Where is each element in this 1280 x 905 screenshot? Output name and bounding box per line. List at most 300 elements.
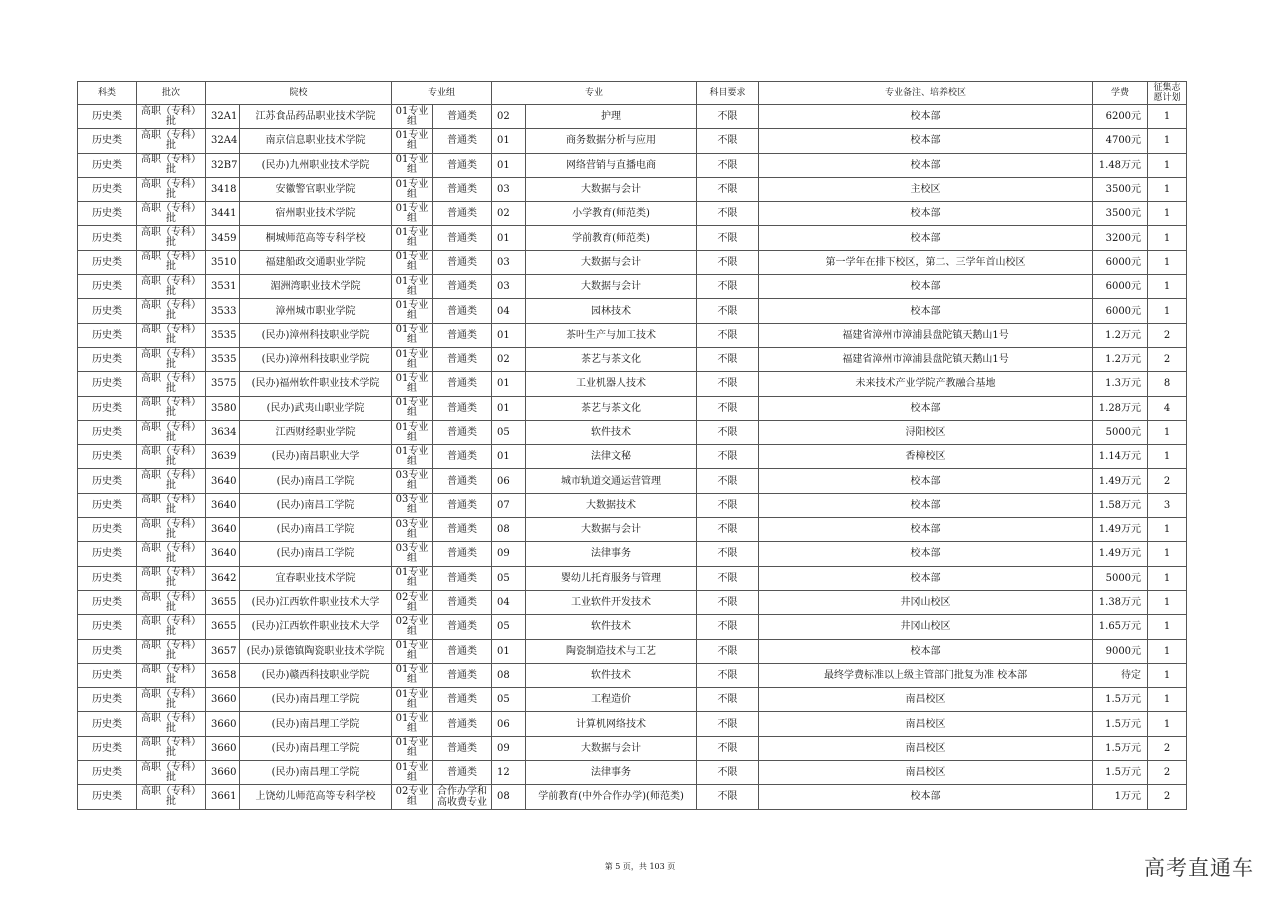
table-body	[78, 105, 1187, 810]
cell-subject: 历史类	[78, 469, 137, 493]
cell-college-code: 3634	[206, 420, 240, 444]
cell-college-name: 南京信息职业技术学院	[240, 129, 392, 153]
cell-plan: 1	[1148, 153, 1187, 177]
cell-major-name: 网络营销与直播电商	[526, 153, 697, 177]
cell-college-name: 宜春职业技术学院	[240, 566, 392, 590]
cell-batch: 高职（专科）批	[137, 785, 206, 809]
cell-subject-requirement: 不限	[697, 518, 759, 542]
cell-note-campus: 校本部	[759, 153, 1093, 177]
table-row	[78, 372, 1187, 396]
cell-fee: 6000元	[1093, 275, 1148, 299]
cell-note-campus: 校本部	[759, 129, 1093, 153]
cell-fee: 3500元	[1093, 177, 1148, 201]
header-row	[78, 82, 1187, 105]
header-batch: 批次	[137, 82, 206, 105]
cell-batch: 高职（专科）批	[137, 469, 206, 493]
cell-major-name: 学前教育(中外合作办学)(师范类)	[526, 785, 697, 809]
cell-college-code: 3657	[206, 639, 240, 663]
cell-major-name: 软件技术	[526, 663, 697, 687]
cell-subject-requirement: 不限	[697, 542, 759, 566]
cell-college-name: (民办)福州软件职业技术学院	[240, 372, 392, 396]
cell-major-code: 04	[492, 590, 526, 614]
cell-college-code: 3640	[206, 493, 240, 517]
cell-fee: 1.5万元	[1093, 761, 1148, 785]
table-row	[78, 129, 1187, 153]
cell-category: 普通类	[433, 761, 492, 785]
cell-major-code: 09	[492, 542, 526, 566]
cell-subject-requirement: 不限	[697, 712, 759, 736]
cell-subject: 历史类	[78, 299, 137, 323]
cell-subject-requirement: 不限	[697, 396, 759, 420]
cell-subject: 历史类	[78, 785, 137, 809]
cell-college-name: 江西财经职业学院	[240, 420, 392, 444]
cell-category: 普通类	[433, 639, 492, 663]
cell-batch: 高职（专科）批	[137, 250, 206, 274]
cell-note-campus: 井冈山校区	[759, 615, 1093, 639]
cell-note-campus: 校本部	[759, 299, 1093, 323]
cell-subject-requirement: 不限	[697, 785, 759, 809]
cell-plan: 2	[1148, 736, 1187, 760]
cell-major-name: 工程造价	[526, 688, 697, 712]
cell-group: 01专业组	[392, 226, 433, 250]
cell-plan: 1	[1148, 590, 1187, 614]
cell-batch: 高职（专科）批	[137, 639, 206, 663]
cell-batch: 高职（专科）批	[137, 129, 206, 153]
cell-plan: 8	[1148, 372, 1187, 396]
cell-note-campus: 校本部	[759, 226, 1093, 250]
cell-group: 01专业组	[392, 566, 433, 590]
cell-group: 01专业组	[392, 688, 433, 712]
cell-major-code: 05	[492, 615, 526, 639]
cell-group: 01专业组	[392, 736, 433, 760]
cell-college-code: 32A1	[206, 105, 240, 129]
cell-college-name: 江苏食品药品职业技术学院	[240, 105, 392, 129]
cell-college-code: 32B7	[206, 153, 240, 177]
cell-note-campus: 南昌校区	[759, 712, 1093, 736]
table-row	[78, 736, 1187, 760]
cell-group: 02专业组	[392, 590, 433, 614]
cell-subject-requirement: 不限	[697, 469, 759, 493]
cell-college-name: 宿州职业技术学院	[240, 202, 392, 226]
table-row	[78, 202, 1187, 226]
cell-subject: 历史类	[78, 688, 137, 712]
cell-major-name: 学前教育(师范类)	[526, 226, 697, 250]
cell-category: 普通类	[433, 420, 492, 444]
cell-category: 合作办学和高收费专业	[433, 785, 492, 809]
cell-college-code: 3660	[206, 712, 240, 736]
cell-group: 02专业组	[392, 615, 433, 639]
cell-subject-requirement: 不限	[697, 129, 759, 153]
cell-major-code: 01	[492, 445, 526, 469]
cell-major-code: 01	[492, 226, 526, 250]
cell-group: 01专业组	[392, 177, 433, 201]
cell-plan: 1	[1148, 518, 1187, 542]
cell-group: 01专业组	[392, 445, 433, 469]
table-row	[78, 785, 1187, 809]
cell-note-campus: 福建省漳州市漳浦县盘陀镇天鹅山1号	[759, 323, 1093, 347]
cell-college-name: (民办)南昌理工学院	[240, 712, 392, 736]
cell-batch: 高职（专科）批	[137, 396, 206, 420]
cell-category: 普通类	[433, 542, 492, 566]
cell-college-name: (民办)武夷山职业学院	[240, 396, 392, 420]
cell-group: 03专业组	[392, 542, 433, 566]
cell-major-code: 01	[492, 639, 526, 663]
cell-major-code: 05	[492, 688, 526, 712]
cell-plan: 1	[1148, 688, 1187, 712]
cell-batch: 高职（专科）批	[137, 275, 206, 299]
cell-college-name: (民办)南昌职业大学	[240, 445, 392, 469]
cell-category: 普通类	[433, 105, 492, 129]
cell-college-code: 3655	[206, 590, 240, 614]
cell-fee: 待定	[1093, 663, 1148, 687]
cell-major-name: 软件技术	[526, 615, 697, 639]
cell-note-campus: 校本部	[759, 493, 1093, 517]
cell-plan: 2	[1148, 785, 1187, 809]
cell-subject-requirement: 不限	[697, 323, 759, 347]
cell-major-code: 04	[492, 299, 526, 323]
cell-note-campus: 校本部	[759, 785, 1093, 809]
table-row	[78, 469, 1187, 493]
cell-group: 01专业组	[392, 250, 433, 274]
cell-category: 普通类	[433, 250, 492, 274]
cell-plan: 1	[1148, 299, 1187, 323]
cell-subject-requirement: 不限	[697, 639, 759, 663]
cell-plan: 1	[1148, 420, 1187, 444]
cell-plan: 1	[1148, 226, 1187, 250]
table-row	[78, 590, 1187, 614]
cell-category: 普通类	[433, 153, 492, 177]
cell-subject-requirement: 不限	[697, 688, 759, 712]
cell-note-campus: 校本部	[759, 396, 1093, 420]
cell-plan: 1	[1148, 202, 1187, 226]
cell-subject: 历史类	[78, 663, 137, 687]
cell-subject-requirement: 不限	[697, 299, 759, 323]
cell-plan: 2	[1148, 469, 1187, 493]
cell-subject-requirement: 不限	[697, 153, 759, 177]
cell-major-name: 茶艺与茶文化	[526, 347, 697, 371]
cell-major-code: 02	[492, 347, 526, 371]
cell-batch: 高职（专科）批	[137, 347, 206, 371]
cell-major-code: 01	[492, 129, 526, 153]
cell-college-name: (民办)南昌理工学院	[240, 688, 392, 712]
cell-plan: 1	[1148, 177, 1187, 201]
cell-category: 普通类	[433, 226, 492, 250]
cell-note-campus: 南昌校区	[759, 736, 1093, 760]
cell-category: 普通类	[433, 202, 492, 226]
cell-major-code: 05	[492, 566, 526, 590]
table-row	[78, 396, 1187, 420]
cell-college-code: 3640	[206, 542, 240, 566]
cell-group: 03专业组	[392, 518, 433, 542]
cell-fee: 9000元	[1093, 639, 1148, 663]
cell-note-campus: 福建省漳州市漳浦县盘陀镇天鹅山1号	[759, 347, 1093, 371]
cell-major-name: 大数据与会计	[526, 518, 697, 542]
cell-plan: 1	[1148, 250, 1187, 274]
header-group: 专业组	[392, 82, 492, 105]
cell-batch: 高职（专科）批	[137, 105, 206, 129]
table-row	[78, 347, 1187, 371]
cell-major-name: 大数据与会计	[526, 736, 697, 760]
cell-subject: 历史类	[78, 542, 137, 566]
cell-major-name: 婴幼儿托育服务与管理	[526, 566, 697, 590]
cell-plan: 1	[1148, 615, 1187, 639]
cell-major-name: 商务数据分析与应用	[526, 129, 697, 153]
cell-plan: 2	[1148, 323, 1187, 347]
cell-plan: 1	[1148, 639, 1187, 663]
cell-batch: 高职（专科）批	[137, 445, 206, 469]
cell-fee: 6200元	[1093, 105, 1148, 129]
cell-college-code: 3535	[206, 323, 240, 347]
cell-subject: 历史类	[78, 761, 137, 785]
cell-note-campus: 校本部	[759, 469, 1093, 493]
cell-plan: 3	[1148, 493, 1187, 517]
cell-college-name: (民办)江西软件职业技术大学	[240, 590, 392, 614]
cell-major-name: 大数据与会计	[526, 250, 697, 274]
cell-subject-requirement: 不限	[697, 250, 759, 274]
cell-category: 普通类	[433, 615, 492, 639]
cell-category: 普通类	[433, 347, 492, 371]
cell-fee: 3500元	[1093, 202, 1148, 226]
cell-subject-requirement: 不限	[697, 615, 759, 639]
cell-major-name: 大数据与会计	[526, 275, 697, 299]
cell-major-name: 大数据技术	[526, 493, 697, 517]
cell-major-name: 茶叶生产与加工技术	[526, 323, 697, 347]
cell-major-code: 01	[492, 323, 526, 347]
cell-subject-requirement: 不限	[697, 372, 759, 396]
cell-category: 普通类	[433, 566, 492, 590]
table-row	[78, 493, 1187, 517]
cell-category: 普通类	[433, 590, 492, 614]
cell-category: 普通类	[433, 396, 492, 420]
cell-batch: 高职（专科）批	[137, 226, 206, 250]
cell-college-code: 3441	[206, 202, 240, 226]
cell-major-name: 法律事务	[526, 761, 697, 785]
cell-batch: 高职（专科）批	[137, 323, 206, 347]
cell-subject: 历史类	[78, 639, 137, 663]
cell-college-name: (民办)南昌理工学院	[240, 736, 392, 760]
cell-category: 普通类	[433, 663, 492, 687]
cell-batch: 高职（专科）批	[137, 663, 206, 687]
cell-batch: 高职（专科）批	[137, 518, 206, 542]
cell-fee: 1.58万元	[1093, 493, 1148, 517]
table-row	[78, 105, 1187, 129]
cell-batch: 高职（专科）批	[137, 153, 206, 177]
cell-subject-requirement: 不限	[697, 275, 759, 299]
cell-major-code: 08	[492, 518, 526, 542]
cell-major-code: 09	[492, 736, 526, 760]
cell-category: 普通类	[433, 518, 492, 542]
cell-category: 普通类	[433, 445, 492, 469]
cell-note-campus: 校本部	[759, 105, 1093, 129]
cell-subject: 历史类	[78, 445, 137, 469]
cell-college-name: (民办)漳州科技职业学院	[240, 323, 392, 347]
table-row	[78, 323, 1187, 347]
cell-subject-requirement: 不限	[697, 663, 759, 687]
cell-plan: 1	[1148, 105, 1187, 129]
cell-major-name: 法律事务	[526, 542, 697, 566]
cell-group: 02专业组	[392, 785, 433, 809]
cell-fee: 5000元	[1093, 420, 1148, 444]
cell-group: 01专业组	[392, 323, 433, 347]
cell-major-name: 园林技术	[526, 299, 697, 323]
admission-plan-table	[77, 81, 1187, 810]
cell-subject-requirement: 不限	[697, 420, 759, 444]
cell-major-code: 03	[492, 275, 526, 299]
cell-subject-requirement: 不限	[697, 105, 759, 129]
cell-college-name: 福建船政交通职业学院	[240, 250, 392, 274]
cell-plan: 1	[1148, 445, 1187, 469]
cell-fee: 1.48万元	[1093, 153, 1148, 177]
cell-batch: 高职（专科）批	[137, 615, 206, 639]
table-row	[78, 250, 1187, 274]
header-college: 院校	[206, 82, 392, 105]
cell-major-name: 计算机网络技术	[526, 712, 697, 736]
cell-category: 普通类	[433, 299, 492, 323]
cell-subject-requirement: 不限	[697, 445, 759, 469]
cell-major-name: 陶瓷制造技术与工艺	[526, 639, 697, 663]
cell-college-code: 3660	[206, 688, 240, 712]
cell-subject-requirement: 不限	[697, 177, 759, 201]
cell-subject: 历史类	[78, 105, 137, 129]
cell-fee: 1.49万元	[1093, 518, 1148, 542]
cell-fee: 1.38万元	[1093, 590, 1148, 614]
cell-subject: 历史类	[78, 736, 137, 760]
cell-plan: 1	[1148, 712, 1187, 736]
cell-major-code: 05	[492, 420, 526, 444]
cell-major-name: 护理	[526, 105, 697, 129]
cell-major-code: 01	[492, 372, 526, 396]
cell-category: 普通类	[433, 712, 492, 736]
cell-subject: 历史类	[78, 396, 137, 420]
cell-subject: 历史类	[78, 177, 137, 201]
header-note-campus: 专业备注、培养校区	[759, 82, 1093, 105]
cell-college-name: 漳州城市职业学院	[240, 299, 392, 323]
cell-category: 普通类	[433, 688, 492, 712]
cell-subject-requirement: 不限	[697, 226, 759, 250]
cell-group: 01专业组	[392, 299, 433, 323]
cell-fee: 6000元	[1093, 299, 1148, 323]
cell-major-code: 01	[492, 396, 526, 420]
table-row	[78, 761, 1187, 785]
cell-group: 01专业组	[392, 153, 433, 177]
cell-college-code: 3535	[206, 347, 240, 371]
cell-category: 普通类	[433, 129, 492, 153]
cell-major-code: 12	[492, 761, 526, 785]
cell-college-name: (民办)南昌工学院	[240, 518, 392, 542]
table-row	[78, 688, 1187, 712]
cell-college-code: 3418	[206, 177, 240, 201]
cell-major-code: 08	[492, 785, 526, 809]
cell-group: 01专业组	[392, 372, 433, 396]
cell-college-name: (民办)赣西科技职业学院	[240, 663, 392, 687]
cell-plan: 1	[1148, 542, 1187, 566]
table-row	[78, 615, 1187, 639]
cell-note-campus: 浔阳校区	[759, 420, 1093, 444]
cell-batch: 高职（专科）批	[137, 177, 206, 201]
cell-subject-requirement: 不限	[697, 736, 759, 760]
cell-note-campus: 最终学费标准以上级主管部门批复为准 校本部	[759, 663, 1093, 687]
header-fee: 学费	[1093, 82, 1148, 105]
cell-subject: 历史类	[78, 372, 137, 396]
cell-group: 03专业组	[392, 493, 433, 517]
cell-major-code: 03	[492, 250, 526, 274]
cell-note-campus: 校本部	[759, 518, 1093, 542]
cell-fee: 5000元	[1093, 566, 1148, 590]
cell-plan: 2	[1148, 761, 1187, 785]
cell-subject-requirement: 不限	[697, 761, 759, 785]
cell-category: 普通类	[433, 177, 492, 201]
cell-group: 03专业组	[392, 469, 433, 493]
cell-group: 01专业组	[392, 712, 433, 736]
cell-batch: 高职（专科）批	[137, 590, 206, 614]
cell-college-name: (民办)九州职业技术学院	[240, 153, 392, 177]
cell-group: 01专业组	[392, 639, 433, 663]
cell-fee: 3200元	[1093, 226, 1148, 250]
cell-subject: 历史类	[78, 129, 137, 153]
cell-batch: 高职（专科）批	[137, 736, 206, 760]
cell-college-code: 3580	[206, 396, 240, 420]
cell-plan: 1	[1148, 129, 1187, 153]
cell-subject-requirement: 不限	[697, 566, 759, 590]
header-plan: 征集志愿计划	[1148, 82, 1187, 105]
cell-group: 01专业组	[392, 275, 433, 299]
cell-fee: 4700元	[1093, 129, 1148, 153]
cell-major-name: 小学教育(师范类)	[526, 202, 697, 226]
cell-major-code: 06	[492, 712, 526, 736]
cell-batch: 高职（专科）批	[137, 712, 206, 736]
cell-college-code: 3658	[206, 663, 240, 687]
cell-fee: 1.2万元	[1093, 323, 1148, 347]
cell-note-campus: 南昌校区	[759, 688, 1093, 712]
cell-note-campus: 未来技术产业学院产教融合基地	[759, 372, 1093, 396]
cell-college-name: (民办)南昌工学院	[240, 493, 392, 517]
cell-college-code: 3459	[206, 226, 240, 250]
table-row	[78, 663, 1187, 687]
cell-subject: 历史类	[78, 323, 137, 347]
cell-major-code: 02	[492, 105, 526, 129]
cell-college-code: 3531	[206, 275, 240, 299]
cell-note-campus: 南昌校区	[759, 761, 1093, 785]
cell-college-name: 安徽警官职业学院	[240, 177, 392, 201]
table-row	[78, 299, 1187, 323]
cell-college-name: (民办)景德镇陶瓷职业技术学院	[240, 639, 392, 663]
cell-fee: 1.49万元	[1093, 542, 1148, 566]
cell-fee: 1.5万元	[1093, 712, 1148, 736]
table-row	[78, 542, 1187, 566]
cell-college-code: 3639	[206, 445, 240, 469]
cell-fee: 1.65万元	[1093, 615, 1148, 639]
cell-college-code: 3510	[206, 250, 240, 274]
cell-batch: 高职（专科）批	[137, 202, 206, 226]
cell-major-name: 茶艺与茶文化	[526, 396, 697, 420]
cell-subject: 历史类	[78, 347, 137, 371]
cell-college-code: 3655	[206, 615, 240, 639]
cell-note-campus: 第一学年在排下校区，第二、三学年首山校区	[759, 250, 1093, 274]
watermark-text: 高考直通车	[1144, 856, 1254, 880]
cell-category: 普通类	[433, 372, 492, 396]
cell-college-name: (民办)南昌理工学院	[240, 761, 392, 785]
cell-note-campus: 校本部	[759, 566, 1093, 590]
cell-subject-requirement: 不限	[697, 347, 759, 371]
cell-subject-requirement: 不限	[697, 202, 759, 226]
cell-college-code: 3642	[206, 566, 240, 590]
cell-subject: 历史类	[78, 275, 137, 299]
table-row	[78, 566, 1187, 590]
cell-subject: 历史类	[78, 153, 137, 177]
cell-note-campus: 校本部	[759, 275, 1093, 299]
cell-college-code: 3660	[206, 761, 240, 785]
cell-fee: 1.2万元	[1093, 347, 1148, 371]
